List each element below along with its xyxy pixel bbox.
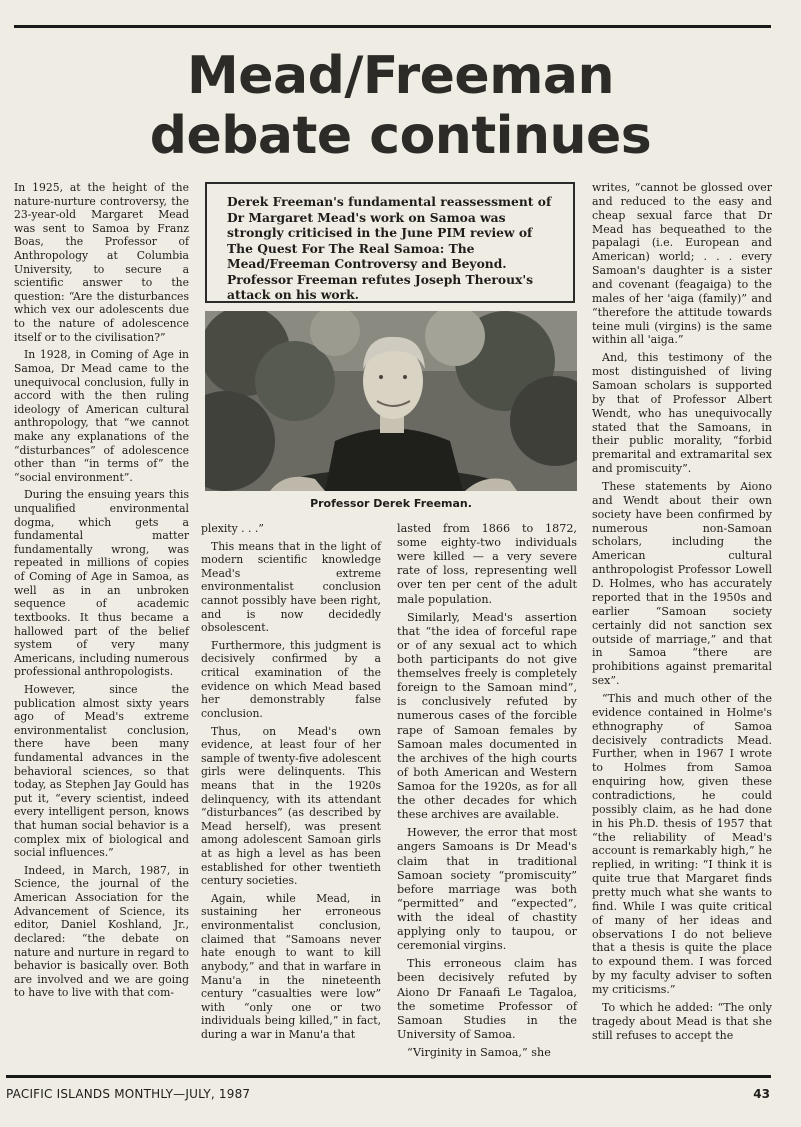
paragraph: lasted from 1866 to 1872, some eighty-two individuals were killed — a very severe rate of loss, representing well over ten per cent of the adult male population.	[397, 522, 577, 606]
paragraph: “Virginity in Samoa,” she	[407, 1045, 551, 1059]
paragraph: These statements by Aiono and Wendt about their own society have been confirmed by numerous non-Samoan scholars, including the American cultural anthropologist Professor Lowell D. Holmes, who has accurately reported that in the 1950s and earlier “Samoan society certainly did not sanction sex outside of marriage,” and that in Samoa “there are prohibitions against premarital sex”.	[592, 480, 772, 688]
bottom-rule	[6, 1075, 771, 1078]
article-column-2	[201, 522, 381, 1046]
headline-line-2: debate continues	[149, 106, 652, 166]
photo-caption: Professor Derek Freeman.	[310, 497, 472, 510]
paragraph: Again, while Mead, in sustaining her erroneous environmentalist conclusion, claimed that “Samoans never hate enough to want to kill anybody,” and that in warfare in Manu'a in the nineteenth century “casualties were low” with “only one or two individuals being killed,” in fact, during a war in Manu'a that	[201, 891, 381, 1041]
headline-line-1: Mead/Freeman	[187, 46, 614, 106]
paragraph: Thus, on Mead's own evidence, at least four of her sample of twenty-five adolescent girls were delinquents. This means that in the 1920s delinquency, with its attendant “disturbances” (as described by Mead herself), was present among adolescent Samoan girls at as high a level as has been established for other twentieth century societies.	[201, 724, 381, 888]
paragraph: In 1925, at the height of the nature-nurture controversy, the 23-year-old Margaret Mead was sent to Samoa by Franz Boas, the Professor of Anthropology at Columbia University, to secure a scientific answer to the question: “Are the disturbances which vex our adolescents due to the nature of adolescence itself or to the civilisation?”	[14, 181, 189, 344]
top-rule	[14, 25, 771, 28]
standfirst-box: Derek Freeman's fundamental reassessment of Dr Margaret Mead's work on Samoa was strongly criticised in the June PIM review of The Quest For The Real Samoa: The Mead/Freeman Controversy and Beyond. Professor Freeman refutes Joseph Theroux's attack on his work.	[205, 182, 575, 303]
paragraph: However, since the publication almost sixty years ago of Mead's extreme environmentalist conclusion, there have been many fundamental advances in the behavioral sciences, so that today, as Stephen Jay Gould has put it, “every scientist, indeed every intelligent person, knows that human social behavior is a complex mix of biological and social influences.”	[14, 682, 189, 860]
article-column-1	[14, 181, 189, 1004]
paragraph: This erroneous claim has been decisively refuted by Aiono Dr Fanaafi Le Tagaloa, the sometime Professor of Samoan Studies in the University of Samoa.	[397, 957, 577, 1041]
portrait-photo	[205, 311, 577, 491]
footer-publication: PACIFIC ISLANDS MONTHLY—JULY, 1987	[6, 1087, 251, 1101]
paragraph: “This and much other of the evidence contained in Holme's ethnography of Samoa decisively contradicts Mead. Further, when in 1967 I wrote to Holmes from Samoa enquiring how, given these contradictions, he could possibly claim, as he had done in his Ph.D. thesis of 1957 that “the reliability of Mead's account is remarkably high,” he replied, in writing: “I think it is quite true that Margaret finds pretty much what she wants to find. While I was quite critical of many of her ideas and observations I do not believe that a thesis is quite the place to expound them. I was forced by my faculty adviser to soften my criticisms.”	[592, 691, 772, 996]
paragraph: Furthermore, this judgment is decisively confirmed by a critical examination of the evidence on which Mead based her demonstrably false conclusion.	[201, 638, 381, 720]
paragraph: However, the error that most angers Samoans is Dr Mead's claim that in traditional Samoan society “promiscuity” before marriage was both “permitted” and “expected”, with the ideal of chastity applying only to taupou, or ceremonial virgins.	[397, 826, 577, 953]
paragraph: plexity . . .”	[201, 522, 264, 535]
paragraph: In 1928, in Coming of Age in Samoa, Dr Mead came to the unequivocal conclusion, fully in accord with the then ruling ideology of American cultural anthropology, that “we cannot make any explanations of the “disturbances” of adolescence other than “in terms of” the “social environment”.	[14, 348, 189, 484]
paragraph: This means that in the light of modern scientific knowledge Mead's extreme environmentalist conclusion cannot possibly have been right, and is now decidedly obsolescent.	[201, 539, 381, 635]
paragraph: Similarly, Mead's assertion that “the idea of forceful rape or of any sexual act to which both participants do not give themselves freely is completely foreign to the Samoan mind”, is conclusively refuted by numerous cases of the forcible rape of Samoan females by Samoan males documented in the archives of the high courts of both American and Western Samoa for the 1920s, as for all the other decades for which these archives are available.	[397, 610, 577, 822]
paragraph: writes, “cannot be glossed over and reduced to the easy and cheap sexual farce that Dr Mead has bequeathed to the papalagi (i.e. European and American) world; . . . every Samoan's daughter is a sister and covenant (feagaiga) to the males of her 'aiga (family)” and “therefore the attitude towards teine muli (virgins) is the same within all 'aiga.”	[592, 181, 772, 347]
paragraph: Indeed, in March, 1987, in Science, the journal of the American Association for the Advancement of Science, its editor, Daniel Koshland, Jr., declared: “the debate on nature and nurture in regard to behavior is basically over. Both are involved and we are going to have to live with that com-	[14, 863, 189, 1000]
article-column-4	[592, 181, 772, 1046]
portrait-illustration	[205, 311, 577, 491]
page-number: 43	[753, 1087, 770, 1101]
paragraph: During the ensuing years this unqualified environmental dogma, which gets a fundamental matter fundamentally wrong, was repeated in millions of copies of Coming of Age in Samoa, as well as in an unbroken sequence of academic textbooks. It thus became a hallowed part of the belief system of very many Americans, including numerous professional anthropologists.	[14, 488, 189, 679]
paragraph: To which he added: “The only tragedy about Mead is that she still refuses to accept the	[592, 1000, 772, 1042]
article-column-3	[397, 522, 577, 1064]
paragraph: And, this testimony of the most distinguished of living Samoan scholars is supported by that of Professor Albert Wendt, who has unequivocally stated that the Samoans, in their public morality, “forbid premarital and extramarital sex and promiscuity”.	[592, 351, 772, 476]
